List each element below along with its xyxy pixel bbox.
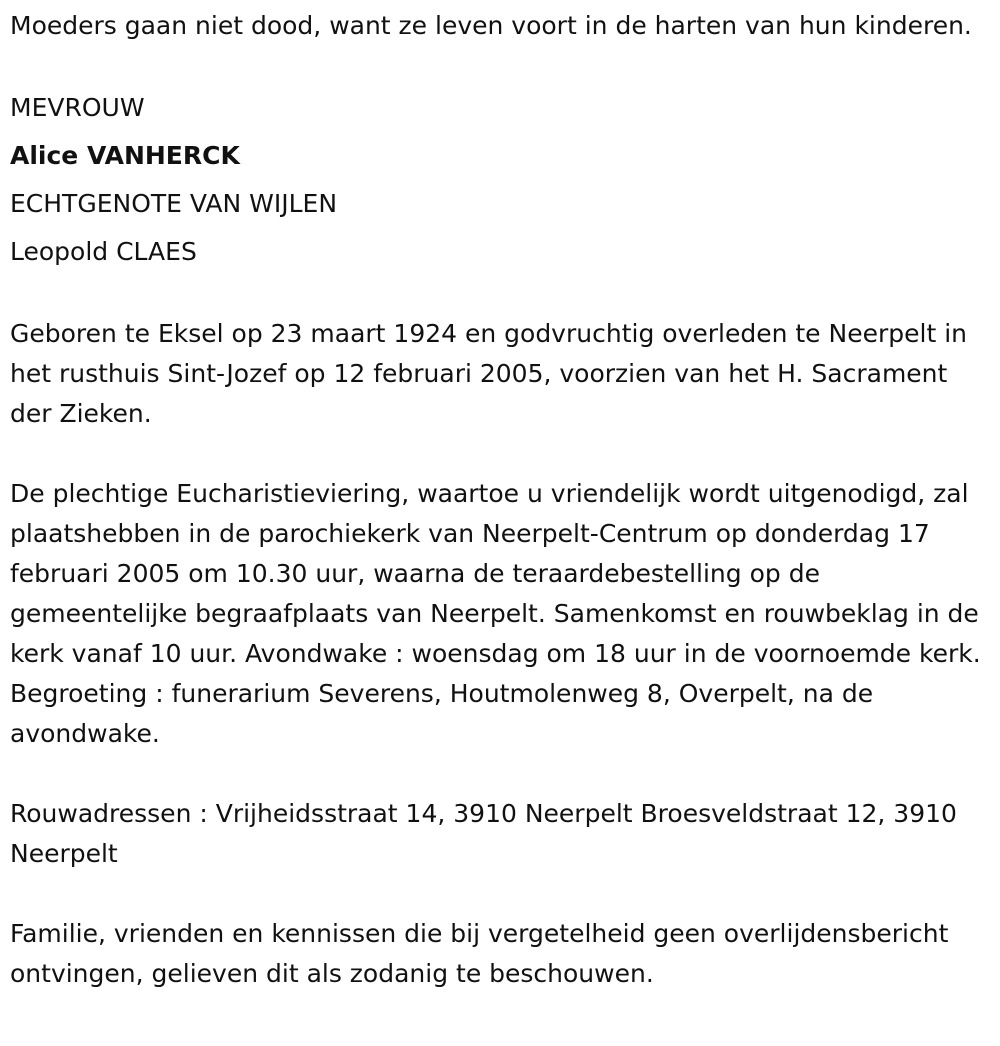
birth-death-paragraph: Geboren te Eksel op 23 maart 1924 en godvruchtig overleden te Neerpelt in het rusthuis Sint-Jozef op 12 februari 2005, voorzien van het H. Sacrament der Zieken. [10,319,967,428]
mourning-addresses: Rouwadressen : Vrijheidsstraat 14, 3910 Neerpelt Broesveldstraat 12, 3910 Neerpelt [10,799,957,868]
spouse-name: Leopold CLAES [10,237,197,266]
spouse-label: ECHTGENOTE VAN WIJLEN [10,189,338,218]
deceased-block [10,84,990,276]
deceased-name: Alice VANHERCK [10,141,240,170]
closing-note: Familie, vrienden en kennissen die bij vergetelheid geen overlijdensbericht ontvingen, gelieven dit als zodanig te beschouwen. [10,919,949,988]
intro-quote: Moeders gaan niet dood, want ze leven voort in de harten van hun kinderen. [10,11,972,40]
honorific-title: MEVROUW [10,93,145,122]
ceremony-paragraph: De plechtige Eucharistieviering, waartoe u vriendelijk wordt uitgenodigd, zal plaatshebben in de parochiekerk van Neerpelt-Centrum op donderdag 17 februari 2005 om 10.30 uur, waarna de teraardebestelling op de gemeentelijke begraafplaats van Neerpelt. Samenkomst en rouwbeklag in de kerk vanaf 10 uur. Avondwake : woensdag om 18 uur in de voornoemde kerk. Begroeting : funerarium Severens, Houtmolenweg 8, Overpelt, na de avondwake. [10,479,981,748]
